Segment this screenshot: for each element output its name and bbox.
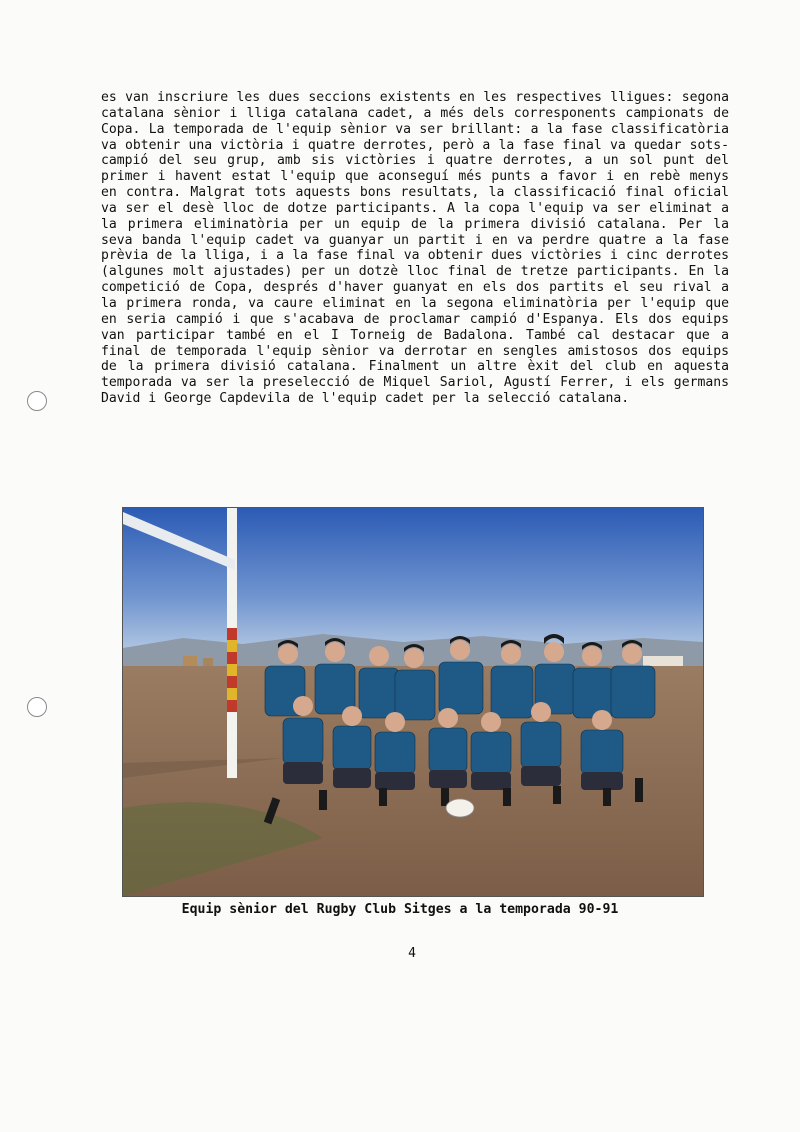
punch-hole-top xyxy=(27,391,47,411)
body-paragraph: es van inscriure les dues seccions existents en les respectives lligues: segona catalana sènior i lliga catalana cadet, a més dels corresponents campionats de Copa. La temporada de l'equip sènior va ser brillant: a la fase classificatòria va obtenir una victòria i quatre derrotes, però a la fase final va quedar sots-campió del seu grup, amb sis victòries i quatre derrotes, a un sol punt del primer i havent estat l'equip que aconseguí més punts a favor i en rebè menys en contra. Malgrat tots aquests bons resultats, la classificació final oficial va ser el desè lloc de dotze participants. A la copa l'equip va ser eliminat a la primera eliminatòria per un equip de la primera divisió catalana. Per la seva banda l'equip cadet va guanyar un partit i en va perdre quatre a la fase prèvia de la lliga, i a la fase final va obtenir dues victòries i cinc derrotes (algunes molt ajustades) per un dotzè lloc final de tretze participants. En la competició de Copa, després d'haver guanyat en els dos partits el seu rival a la primera ronda, va caure eliminat en la segona eliminatòria per l'equip que en seria campió i que s'acabava de proclamar campió d'Espanya. Els dos equips van participar també en el I Torneig de Badalona. També cal destacar que a final de temporada l'equip sènior va derrotar en sengles amistosos dos equips de la primera divisió catalana. Finalment un altre èxit del club en aquesta temporada va ser la preselecció de Miquel Sariol, Agustí Ferrer, i els germans David i George Capdevila de l'equip cadet per la selecció catalana. xyxy=(101,90,729,407)
punch-hole-bottom xyxy=(27,697,47,717)
photo-caption: Equip sènior del Rugby Club Sitges a la temporada 90-91 xyxy=(181,902,619,917)
page-number: 4 xyxy=(408,946,416,961)
team-photo xyxy=(122,507,704,897)
